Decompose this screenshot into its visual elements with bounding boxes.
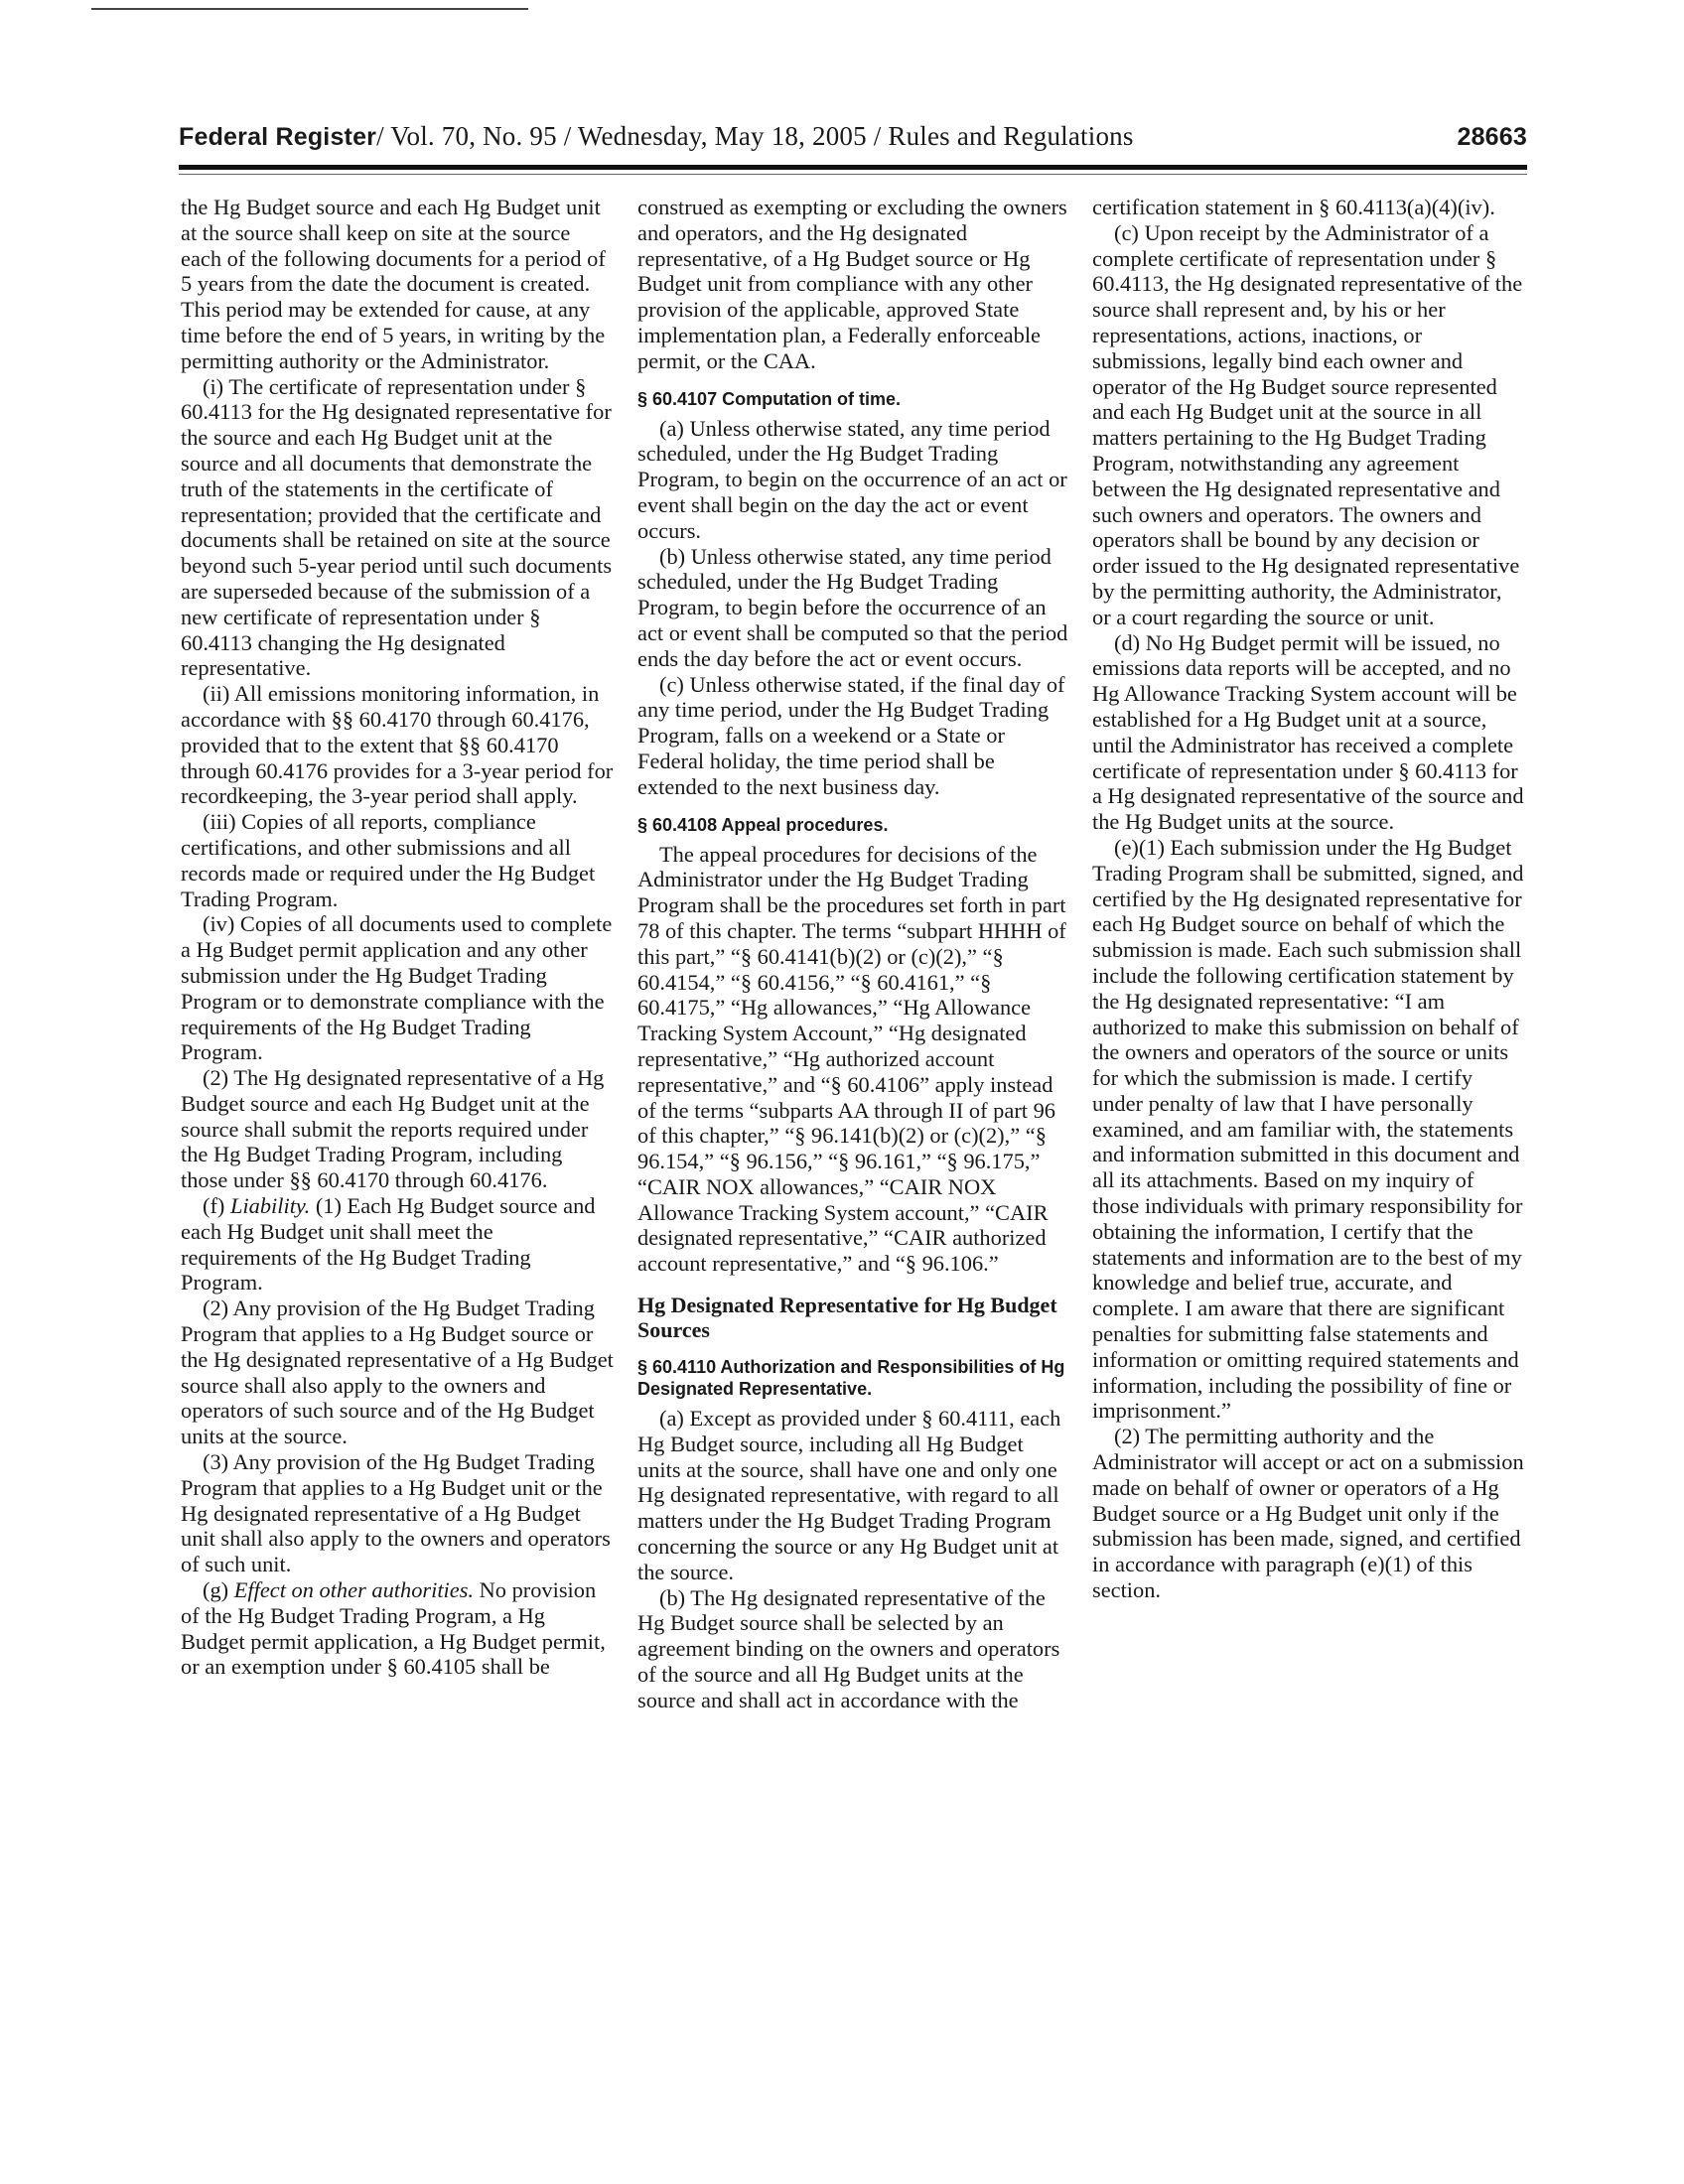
paragraph: (iv) Copies of all documents used to complete a Hg Budget permit application and any other submission under the Hg Budget Trading Program or to demonstrate compliance with the requirements of the Hg Budget Trading Program. <box>181 911 613 1065</box>
header-rule-thin <box>179 174 1527 175</box>
text-column-1 <box>181 195 614 1680</box>
header-citation <box>179 121 1134 152</box>
paragraph: (d) No Hg Budget permit will be issued, no emissions data reports will be accepted, and no Hg Allowance Tracking System account will be established for a Hg Budget unit at a source, until the Administrator has received a complete certificate of representation under § 60.4113 for a Hg designated representative of the source and the Hg Budget units at the source. <box>1092 629 1524 835</box>
italic-heading: Liability. <box>229 1193 311 1219</box>
paragraph-label: (f) <box>203 1193 230 1219</box>
paragraph: (ii) All emissions monitoring information, in accordance with §§ 60.4170 through 60.4176, provided that to the extent that §§ 60.4170 through 60.4176 provides for a 3-year period for recordkeeping, the 3-year period shall apply. <box>181 681 614 809</box>
paragraph: (2) The permitting authority and the Administrator will accept or act on a submission made on behalf of owner or operators of a Hg Budget source or a Hg Budget unit only if the submission has been made, signed, and certified in accordance with paragraph (e)(1) of this section. <box>1092 1424 1524 1603</box>
section-heading-60-4110: § 60.4110 Authorization and Responsibilities of Hg Designated Representative. <box>637 1357 1065 1400</box>
paragraph: The appeal procedures for decisions of the Administrator under the Hg Budget Trading Program shall be the procedures set forth in part 78 of this chapter. The terms “subpart HHHH of this part,” “§ 60.4141(b)(2) or (c)(2),” “§ 60.4154,” “§ 60.4156,” “§ 60.4161,” “§ 60.4175,” “Hg allowances,” “Hg Allowance Tracking System Account,” “Hg designated representative,” “Hg authorized account representative,” and “§ 60.4106” apply instead of the terms “subparts AA through II of part 96 of this chapter,” “§ 96.141(b)(2) or (c)(2),” “§ 96.154,” “§ 96.156,” “§ 96.161,” “§ 96.175,” “CAIR NOX allowances,” “CAIR NOX Allowance Tracking System account,” “CAIR designated representative,” “CAIR authorized account representative,” and “§ 96.106.” <box>637 841 1066 1277</box>
section-heading-60-4107: § 60.4107 Computation of time. <box>637 388 902 409</box>
issue-info: / Vol. 70, No. 95 / Wednesday, May 18, 2005 / Rules and Regulations <box>376 121 1134 151</box>
paragraph-label: (g) <box>203 1577 234 1603</box>
page-header <box>179 121 1527 152</box>
paragraph: the Hg Budget source and each Hg Budget unit at the source shall keep on site at the source each of the following documents for a period of 5 years from the date the document is created. This period may be extended for cause, at any time before the end of 5 years, in writing by the permitting authority or the Administrator. <box>181 195 606 373</box>
journal-name: Federal Register <box>179 123 377 151</box>
paragraph: (b) Unless otherwise stated, any time period scheduled, under the Hg Budget Trading Program, to begin before the occurrence of an act or event shall be computed so that the period ends the day before the act or event occurs. <box>637 543 1068 671</box>
paragraph-liability <box>181 1193 614 1296</box>
subpart-heading: Hg Designated Representative for Hg Budget Sources <box>637 1293 1057 1343</box>
paragraph: (c) Unless otherwise stated, if the final day of any time period, under the Hg Budget Trading Program, falls on a weekend or a State or Federal holiday, the time period shall be extended to the next business day. <box>637 671 1065 799</box>
header-rule <box>179 165 1527 170</box>
paragraph: (b) The Hg designated representative of the Hg Budget source shall be selected by an agreement binding on the owners and operators of the source and all Hg Budget units at the source and shall act in accordance with the <box>637 1584 1060 1712</box>
paragraph: (3) Any provision of the Hg Budget Trading Program that applies to a Hg Budget unit or the Hg designated representative of a Hg Budget unit shall also apply to the owners and operators of such unit. <box>181 1449 611 1577</box>
paragraph-effect-other-authorities <box>181 1577 614 1680</box>
italic-heading: Effect on other authorities. <box>233 1577 475 1603</box>
paragraph: (a) Except as provided under § 60.4111, each Hg Budget source, including all Hg Budget units at the source, shall have one and only one Hg designated representative, with regard to all matters under the Hg Budget Trading Program concerning the source or any Hg Budget unit at the source. <box>637 1406 1061 1584</box>
paragraph: certification statement in § 60.4113(a)(4)(iv). <box>1092 195 1495 219</box>
scan-artifact-line <box>91 8 528 10</box>
paragraph: (2) Any provision of the Hg Budget Trading Program that applies to a Hg Budget source or the Hg designated representative of a Hg Budget source shall also apply to the owners and operators of such source and of the Hg Budget units at the source. <box>181 1296 614 1449</box>
paragraph: (a) Unless otherwise stated, any time period scheduled, under the Hg Budget Trading Program, to begin on the occurrence of an act or event shall begin on the day the act or event occurs. <box>637 415 1067 543</box>
paragraph: (c) Upon receipt by the Administrator of a complete certificate of representation under § 60.4113, the Hg designated representative of the source shall represent and, by his or her representations, actions, inactions, or submissions, legally bind each owner and operator of the Hg Budget source represented and each Hg Budget unit at the source in all matters pertaining to the Hg Budget Trading Program, notwithstanding any agreement between the Hg designated representative and such owners and operators. The owners and operators shall be bound by any decision or order issued to the Hg designated representative by the permitting authority, the Administrator, or a court regarding the source or unit. <box>1092 219 1523 629</box>
paragraph: (e)(1) Each submission under the Hg Budget Trading Program shall be submitted, signed, and certified by the Hg designated representative for each Hg Budget source on behalf of which the submission is made. Each such submission shall include the following certification statement by the Hg designated representative: “I am authorized to make this submission on behalf of the owners and operators of the source or units for which the submission is made. I certify under penalty of law that I have personally examined, and am familiar with, the statements and information submitted in this document and all its attachments. Based on my inquiry of those individuals with primary responsibility for obtaining the information, I certify that the statements and information are to the best of my knowledge and belief true, accurate, and complete. I am aware that there are significant penalties for submitting false statements and information or omitting required statements and information, including the possibility of fine or imprisonment.” <box>1092 834 1524 1424</box>
paragraph: (i) The certificate of representation under § 60.4113 for the Hg designated representative for the source and each Hg Budget unit at the source and all documents that demonstrate the truth of the statements in the certificate of representation; provided that the certificate and documents shall be retained on site at the source beyond such 5-year period until such documents are superseded because of the submission of a new certificate of representation under § 60.4113 changing the Hg designated representative. <box>181 373 613 681</box>
section-heading-60-4108: § 60.4108 Appeal procedures. <box>637 814 889 835</box>
page-number: 28663 <box>1457 123 1527 151</box>
paragraph: (2) The Hg designated representative of a Hg Budget source and each Hg Budget unit at the source shall submit the reports required under the Hg Budget Trading Program, including those under §§ 60.4170 through 60.4176. <box>181 1065 605 1193</box>
text-column-3 <box>1092 195 1525 1603</box>
text-column-2 <box>637 195 1070 1713</box>
paragraph: construed as exempting or excluding the owners and operators, and the Hg designated representative, of a Hg Budget source or Hg Budget unit from compliance with any other provision of the applicable, approved State implementation plan, a Federally enforceable permit, or the CAA. <box>637 195 1067 373</box>
paragraph: (iii) Copies of all reports, compliance certifications, and other submissions and all records made or required under the Hg Budget Trading Program. <box>181 809 596 911</box>
paragraph-text: (1) Each Hg Budget source and each Hg Budget unit shall meet the requirements of the Hg Budget Trading Program. <box>181 1193 596 1296</box>
paragraph-text: No provision of the Hg Budget Trading Program, a Hg Budget permit application, a Hg Budget permit, or an exemption under § 60.4105 shall be <box>181 1577 606 1680</box>
